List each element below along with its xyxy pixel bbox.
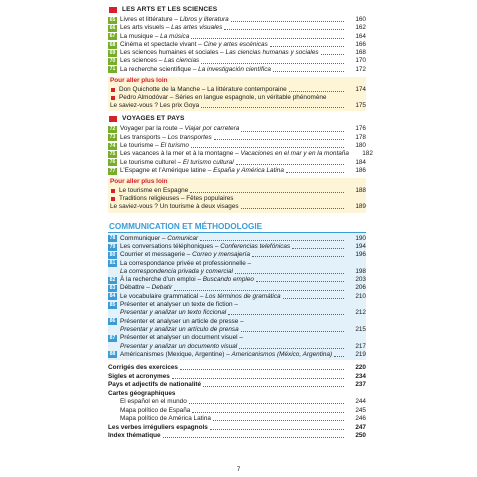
toc-entry[interactable] — [108, 235, 366, 243]
entry-title-fr: Les vacances à la mer et à la montagne – — [120, 150, 241, 158]
entry-title — [120, 49, 319, 57]
entry-title-es: Presentar y analizar un texto ficcional — [120, 309, 227, 317]
chapter-number: 88 — [109, 351, 116, 358]
further-reading-entry[interactable] — [108, 102, 366, 110]
page-ref: 217 — [355, 342, 366, 350]
dot-leader — [270, 43, 344, 47]
entry-title-es: El turismo — [160, 142, 189, 150]
chapter-number: 72 — [109, 126, 116, 133]
chapter-number: 69 — [109, 49, 116, 56]
entry-title-es: Vacaciones en el mar y en la montaña — [240, 150, 349, 158]
toc-entry[interactable] — [108, 134, 366, 142]
page-ref: 166 — [355, 40, 366, 48]
entry-title — [120, 16, 229, 24]
entry-title-fr: Le vocabulaire grammatical – — [120, 292, 206, 300]
chapter-number: 79 — [109, 243, 116, 250]
chapter-number: 82 — [109, 276, 116, 283]
dot-leader — [231, 18, 344, 22]
toc-entry[interactable] — [108, 125, 366, 133]
further-reading-title: Pour aller plus loin — [110, 77, 168, 85]
entry-title-fr: L’Espagne et l’Amérique latine – — [120, 166, 214, 174]
entry-title: Cartes géographiques — [108, 389, 176, 397]
entry-title-es: Las ciencias — [164, 57, 200, 65]
entry-title: Sigles et acronymes — [108, 372, 170, 380]
entry-title — [120, 33, 189, 41]
chapter-number: 76 — [109, 159, 116, 166]
page-ref: 162 — [355, 24, 366, 32]
entry-title-fr: Présenter et analyser un article de presse – — [120, 317, 244, 325]
page-ref: 174 — [355, 85, 366, 93]
entry-title-es: Correo y mensajería — [192, 251, 251, 259]
toc-entry[interactable] — [108, 49, 366, 57]
dot-leader — [201, 60, 344, 64]
back-matter-entry[interactable] — [108, 432, 366, 441]
chapter-number: 68 — [109, 41, 116, 48]
back-matter-entry[interactable] — [108, 398, 366, 407]
toc-entry[interactable] — [108, 293, 366, 301]
entry-title — [120, 326, 239, 334]
toc-entry[interactable] — [108, 159, 366, 167]
page-ref: 198 — [355, 267, 366, 275]
dot-leader — [252, 253, 344, 257]
back-matter-entry[interactable] — [108, 407, 366, 416]
entry-title — [120, 309, 226, 317]
chapter-number: 84 — [109, 293, 116, 300]
entry-title — [120, 66, 271, 74]
entry-title-fr: Présenter et analyser un texte de fiction – — [120, 301, 238, 309]
entry-title-es: España y América Latina — [213, 166, 284, 174]
entry-title-fr: Cinéma et spectacle vivant – — [120, 40, 204, 48]
entry-title: Les verbes irréguliers espagnols — [108, 423, 208, 431]
toc-entry[interactable] — [108, 142, 366, 150]
dot-leader — [228, 311, 344, 315]
page-ref: 160 — [355, 16, 366, 23]
page-ref: 188 — [355, 186, 366, 194]
page-ref: 180 — [355, 142, 366, 150]
page-ref: 212 — [355, 309, 366, 317]
toc-entry[interactable] — [108, 251, 366, 259]
arts-further-reading — [108, 77, 366, 111]
dot-leader — [189, 400, 344, 404]
chapter-number: 78 — [109, 235, 116, 242]
entry-title-fr: Présenter et analyser un document visuel – — [120, 334, 243, 342]
entry-title-es: Las ciencias humanas y sociales — [225, 49, 319, 57]
entry-title: Pedro Almodóvar – Séries en langue espagnole, un véritable phénomène — [119, 93, 327, 101]
entry-title — [120, 134, 212, 142]
chapter-number: 73 — [109, 134, 116, 141]
page-ref: 194 — [355, 242, 366, 250]
chapter-number: 67 — [109, 33, 116, 40]
page-ref: 176 — [355, 125, 366, 133]
entry-title — [120, 334, 243, 342]
back-matter-entry[interactable] — [108, 381, 366, 390]
entry-title — [120, 318, 244, 326]
entry-title-fr: Le tourisme – — [120, 142, 161, 150]
chapter-number: 77 — [109, 167, 116, 174]
entry-title: Don Quichotte de la Manche – La littérature contemporaine — [119, 85, 287, 93]
back-matter-list — [108, 364, 366, 441]
dot-leader — [236, 161, 344, 165]
further-reading-entry[interactable] — [108, 94, 366, 102]
entry-title-es: Los transportes — [167, 133, 212, 141]
entry-title-es: El turismo cultural — [182, 158, 234, 166]
section-heading-voyages: VOYAGES ET PAYS — [108, 115, 366, 125]
chapter-number: 65 — [109, 16, 116, 23]
page-ref: 186 — [355, 166, 366, 174]
entry-title: Le saviez-vous ? Un tourisme à deux visages — [110, 203, 239, 211]
section-heading-arts: LES ARTS ET LES SCIENCES — [108, 6, 366, 16]
toc-entry[interactable] — [108, 343, 366, 351]
further-reading-title: Pour aller plus loin — [110, 178, 168, 186]
further-reading-entry[interactable] — [108, 203, 366, 211]
toc-entry[interactable] — [108, 301, 366, 309]
entry-title-fr: La recherche scientifique – — [120, 65, 199, 73]
bullet-square-icon — [111, 96, 115, 100]
dot-leader — [190, 189, 344, 193]
toc-entry[interactable] — [108, 334, 366, 342]
dot-leader — [256, 278, 344, 282]
toc-entry[interactable] — [108, 268, 366, 276]
entry-title-es: Americanismos (México, Argentina) — [231, 350, 333, 358]
entry-title — [120, 142, 189, 150]
entry-title — [120, 284, 172, 292]
toc-entry[interactable] — [108, 24, 366, 32]
entry-title — [120, 351, 332, 359]
entry-title-es: Presentar y analizar un documento visual — [120, 342, 238, 350]
back-matter-entry[interactable] — [108, 364, 366, 373]
chapter-number: 81 — [109, 260, 116, 267]
entry-title-fr: Les sciences – — [120, 57, 165, 65]
entry-title-es: Viajar por carretera — [184, 125, 240, 133]
entry-title-fr: La correspondance privée et professionnelle – — [120, 259, 252, 267]
entry-title-fr: Courrier et messagerie – — [120, 251, 193, 259]
bullet-square-icon — [111, 88, 115, 92]
chapter-number: 70 — [109, 58, 116, 65]
entry-title-fr: Le tourisme culturel – — [120, 158, 183, 166]
dot-leader — [241, 328, 344, 332]
toc-entry[interactable] — [108, 150, 373, 158]
entry-title — [120, 301, 238, 309]
dot-leader — [192, 409, 344, 413]
entry-title — [120, 24, 222, 32]
further-reading-entry[interactable] — [108, 195, 366, 203]
page-ref: 247 — [355, 423, 366, 431]
page-ref: 215 — [355, 325, 366, 333]
entry-title — [120, 41, 268, 49]
entry-title-es: Buscando empleo — [202, 276, 254, 284]
toc-entry[interactable] — [108, 260, 366, 268]
entry-title: Le saviez-vous ? Les prix Goya — [110, 102, 200, 110]
section-marker-icon — [111, 116, 117, 122]
entry-title: Mapa político de América Latina — [120, 415, 211, 423]
chapter-number: 66 — [109, 24, 116, 31]
page-ref: 196 — [355, 251, 366, 259]
entry-title — [120, 150, 349, 158]
entry-title-es: Las artes visuales — [171, 24, 223, 32]
dot-leader — [239, 345, 344, 349]
chapter-number: 71 — [109, 66, 116, 73]
page-ref: 219 — [355, 350, 366, 358]
page-ref: 182 — [362, 150, 373, 158]
dot-leader — [241, 128, 344, 132]
toc-entry[interactable] — [108, 276, 366, 284]
toc-entry[interactable] — [108, 167, 366, 175]
entry-title — [120, 293, 281, 301]
entry-title-es: Conferencias telefónicas — [220, 242, 291, 250]
entry-title-fr: Les arts visuels – — [120, 24, 172, 32]
dot-leader — [224, 26, 344, 30]
entry-title-es: Debatir — [151, 284, 173, 292]
entry-title-es: Cine y artes escénicas — [203, 40, 268, 48]
dot-leader — [334, 353, 344, 357]
entry-title-es: La correspondencia privada y comercial — [120, 267, 233, 275]
dot-leader — [201, 104, 344, 108]
entry-title — [120, 235, 198, 243]
entry-title — [120, 276, 254, 284]
page-ref: 190 — [355, 234, 366, 242]
page-ref: 170 — [355, 57, 366, 65]
entry-title-fr: Les sciences humaines et sociales – — [120, 49, 226, 57]
toc-entry[interactable] — [108, 16, 366, 24]
dot-leader — [292, 245, 344, 249]
voyages-entries — [108, 125, 373, 175]
further-reading-entry[interactable] — [108, 86, 366, 94]
section-heading-communication: COMMUNICATION ET MÉTHODOLOGIE — [108, 221, 366, 233]
dot-leader — [286, 169, 344, 173]
page-ref: 172 — [355, 65, 366, 73]
page-ref: 184 — [355, 158, 366, 166]
toc-entry[interactable] — [108, 326, 366, 334]
communication-entries — [108, 233, 366, 360]
entry-title-es: La música — [160, 32, 190, 40]
page-ref: 203 — [355, 276, 366, 284]
arts-entries — [108, 16, 366, 74]
entry-title-fr: Voyager par la route – — [120, 125, 185, 133]
dot-leader — [191, 144, 344, 148]
entry-title-es: La investigación científica — [198, 65, 271, 73]
page-ref: 220 — [355, 364, 366, 372]
entry-title: El español en el mundo — [120, 398, 187, 406]
entry-title-es: Comunicar — [167, 234, 199, 242]
toc-content — [108, 6, 373, 441]
bullet-square-icon — [111, 197, 115, 201]
dot-leader — [191, 35, 344, 39]
chapter-number: 86 — [109, 318, 116, 325]
page-ref: 245 — [355, 406, 366, 414]
chapter-number: 80 — [109, 251, 116, 258]
page-ref: 206 — [355, 284, 366, 292]
toc-entry[interactable] — [108, 66, 366, 74]
chapter-number: 87 — [109, 334, 116, 341]
toc-entry[interactable] — [108, 284, 366, 292]
dot-leader — [241, 205, 344, 209]
entry-title-fr: Débattre – — [120, 284, 152, 292]
back-matter-entry[interactable] — [108, 390, 366, 399]
dot-leader — [172, 375, 344, 379]
entry-title — [120, 243, 290, 251]
entry-title-fr: Américanismes (Mexique, Argentine) – — [120, 350, 232, 358]
entry-title: Corrigés des exercices — [108, 364, 178, 372]
entry-title-fr: Livres et littérature – — [120, 16, 180, 23]
dot-leader — [321, 51, 344, 55]
entry-title: Mapa político de España — [120, 406, 191, 414]
entry-title: Pays et adjectifs de nationalité — [108, 381, 202, 389]
chapter-number: 75 — [109, 151, 116, 157]
page-ref: 237 — [355, 381, 366, 389]
toc-entry[interactable] — [108, 41, 366, 49]
back-matter-entry[interactable] — [108, 415, 366, 424]
entry-title — [120, 57, 199, 65]
toc-entry[interactable] — [108, 57, 366, 65]
dot-leader — [174, 287, 344, 291]
page-ref: 189 — [355, 203, 366, 211]
entry-title-fr: La musique – — [120, 32, 161, 40]
chapter-number: 83 — [109, 285, 116, 292]
toc-entry[interactable] — [108, 33, 366, 41]
dot-leader — [283, 295, 344, 299]
entry-title-fr: À la recherche d’un emploi – — [120, 276, 203, 284]
entry-title — [120, 268, 233, 276]
page-ref: 178 — [355, 133, 366, 141]
entry-title: Index thématique — [108, 432, 161, 440]
dot-leader — [163, 434, 344, 438]
entry-title — [120, 251, 250, 259]
entry-title-fr: Les conversations téléphoniques – — [120, 242, 221, 250]
entry-title-es: Libros y literatura — [179, 16, 229, 23]
entry-title — [120, 167, 284, 175]
dot-leader — [235, 270, 344, 274]
entry-title-es: Presentar y analizar un artículo de prensa — [120, 325, 239, 333]
dot-leader — [214, 136, 344, 140]
page-ref: 175 — [355, 102, 366, 110]
entry-title: Le tourisme en Espagne — [119, 186, 189, 194]
toc-entry[interactable] — [108, 243, 366, 251]
dot-leader — [210, 426, 344, 430]
entry-title: Traditions religieuses – Fêtes populaires — [119, 195, 234, 203]
section-marker-icon — [111, 7, 117, 13]
dot-leader — [213, 417, 344, 421]
dot-leader — [203, 383, 344, 387]
page-ref: 244 — [355, 398, 366, 406]
bullet-square-icon — [111, 189, 115, 193]
entry-title — [120, 343, 237, 351]
toc-entry[interactable] — [108, 318, 366, 326]
page-number: 7 — [236, 466, 241, 473]
toc-entry[interactable] — [108, 309, 366, 317]
page-ref: 210 — [355, 292, 366, 300]
page-ref: 250 — [355, 432, 366, 440]
page-ref: 164 — [355, 32, 366, 40]
dot-leader — [289, 88, 344, 92]
chapter-number: 85 — [109, 301, 116, 308]
toc-entry[interactable] — [108, 351, 366, 359]
entry-title-fr: Les transports – — [120, 133, 168, 141]
chapter-number: 74 — [109, 142, 116, 149]
dot-leader — [200, 237, 344, 241]
further-reading-entry[interactable] — [108, 187, 366, 195]
voyages-further-reading — [108, 178, 366, 212]
entry-title-es: Los términos de gramática — [205, 292, 281, 300]
dot-leader — [180, 366, 344, 370]
dot-leader — [273, 68, 344, 72]
back-matter-entry[interactable] — [108, 424, 366, 433]
back-matter-entry[interactable] — [108, 373, 366, 382]
entry-title — [120, 260, 251, 268]
entry-title-fr: Communiquer – — [120, 234, 168, 242]
page-ref: 168 — [355, 49, 366, 57]
entry-title — [120, 159, 234, 167]
page-ref: 246 — [355, 415, 366, 423]
entry-title — [120, 125, 239, 133]
page-ref: 234 — [355, 372, 366, 380]
